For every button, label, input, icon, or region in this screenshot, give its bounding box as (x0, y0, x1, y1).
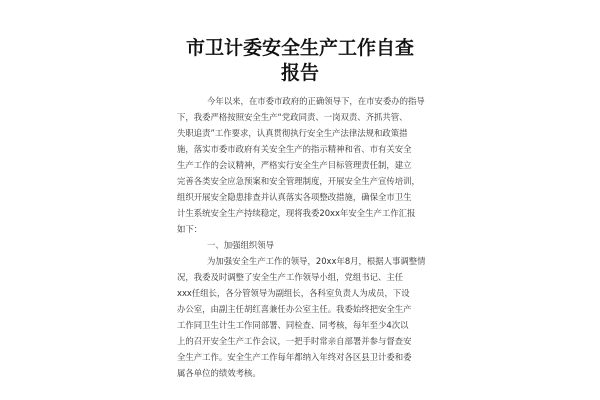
document-title-line-2: 报告 (280, 62, 319, 84)
body-paragraph-line: 全生产工作。安全生产工作每年都纳入年终对各区县卫计委和委 (177, 352, 412, 362)
document-title-line-1: 市卫计委安全生产工作自查 (185, 37, 414, 59)
body-paragraph-line: 失职追责”工作要求，认真贯彻执行安全生产法律法规和政策措 (177, 128, 408, 138)
body-paragraph-line: 今年以来，在市委市政府的正确领导下，在市安委办的指导 (207, 96, 425, 106)
body-paragraph-line: 如下： (177, 224, 203, 234)
body-paragraph-line: 工作同卫生计生工作同部署、同检查、同考核，每年至少4次以 (177, 320, 409, 330)
body-paragraph-line: xxx任组长，各分管领导为副组长，各科室负责人为成员，下设 (177, 288, 410, 298)
body-paragraph-line: 生产工作的会议精神，严格实行安全生产目标管理责任制，建立 (177, 160, 412, 170)
body-paragraph-line: 组织开展安全隐患排查并认真落实各项整改措施，确保全市卫生 (177, 192, 412, 202)
body-paragraph-line: 属各单位的绩效考核。 (177, 368, 261, 378)
body-paragraph-line: 办公室，由副主任胡红喜兼任办公室主任。我委始终把安全生产 (177, 304, 412, 314)
body-paragraph-line: 况，我委及时调整了安全生产工作领导小组，党组书记、主任 (177, 272, 404, 282)
body-paragraph-line: 计生系统安全生产持续稳定，现将我委20xx年安全生产工作汇报 (177, 208, 416, 218)
body-paragraph-line: 施，落实市委市政府有关安全生产的指示精神和省、市有关安全 (177, 144, 412, 154)
body-paragraph-line: 完善各类安全应急预案和安全管理制度，开展安全生产宣传培训， (177, 176, 420, 186)
body-paragraph-line: 下，我委严格按照安全生产“党政同责、一岗双责、齐抓共管、 (177, 112, 408, 122)
body-paragraph-line: 为加强安全生产工作的领导，20xx年8月，根据人事调整情 (207, 256, 426, 266)
section-heading: 一、加强组织领导 (207, 240, 274, 250)
body-paragraph-line: 上的召开安全生产工作会议，一把手时常亲自部署并参与督查安 (177, 336, 412, 346)
